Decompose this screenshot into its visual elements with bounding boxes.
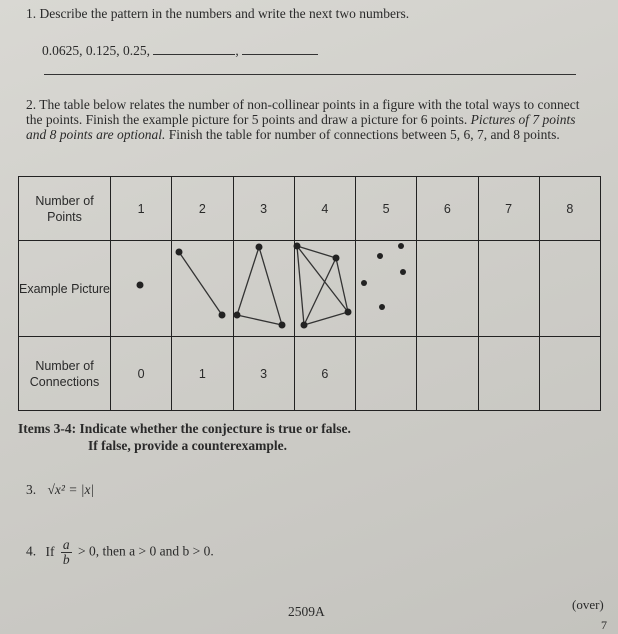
picture-cell-7[interactable] <box>478 241 539 337</box>
question-4-fraction <box>61 538 72 567</box>
fraction-numerator: a <box>62 537 70 552</box>
comma-separator: , <box>235 43 239 58</box>
picture-cell-8[interactable] <box>539 241 600 337</box>
cell-points-4: 4 <box>294 177 355 241</box>
row-header-picture: Example Picture <box>19 241 111 337</box>
page-number: 7 <box>601 618 607 632</box>
points-connections-table <box>18 176 601 411</box>
cell-connections-4: 6 <box>294 337 355 411</box>
row-header-points: Number of Points <box>19 177 111 241</box>
question-1-text: Describe the pattern in the numbers and write the next two numbers. <box>39 6 410 21</box>
question-4-prefix: If <box>45 543 55 559</box>
answer-blank-1[interactable] <box>153 42 235 55</box>
question-1-number: 1. <box>26 6 37 21</box>
row-header-connections: Number of Connections <box>19 337 111 411</box>
table-row-points <box>19 177 601 241</box>
items-3-4-instructions <box>18 420 351 454</box>
sequence-row <box>42 42 318 59</box>
question-1 <box>26 6 409 22</box>
picture-cell-5[interactable] <box>356 241 417 337</box>
picture-cell-4 <box>294 241 355 337</box>
answer-blank-2[interactable] <box>242 42 318 55</box>
question-2 <box>26 97 586 142</box>
fraction-denominator: b <box>62 552 70 567</box>
question-2-optional-note: Pictures of 7 points and 8 points are optional. <box>26 112 576 142</box>
question-3 <box>26 482 94 498</box>
items-instruction-line-2: If false, provide a counterexample. <box>88 438 287 453</box>
cell-connections-1: 0 <box>111 337 172 411</box>
picture-cell-1 <box>111 241 172 337</box>
form-code: 2509A <box>288 604 325 619</box>
cell-points-5: 5 <box>356 177 417 241</box>
pattern-answer-line[interactable] <box>44 74 576 75</box>
cell-connections-2: 1 <box>172 337 233 411</box>
picture-cell-2 <box>172 241 233 337</box>
question-4-number: 4. <box>26 543 37 559</box>
items-instruction-line-1: Items 3-4: Indicate whether the conjecture is true or false. <box>18 421 351 436</box>
cell-connections-6[interactable] <box>417 337 478 411</box>
cell-points-2: 2 <box>172 177 233 241</box>
table-row-connections <box>19 337 601 411</box>
question-4-suffix: > 0, then a > 0 and b > 0. <box>78 543 214 559</box>
cell-points-8: 8 <box>539 177 600 241</box>
cell-connections-7[interactable] <box>478 337 539 411</box>
cell-points-1: 1 <box>111 177 172 241</box>
picture-cell-3 <box>233 241 294 337</box>
question-3-number: 3. <box>26 482 37 497</box>
cell-points-7: 7 <box>478 177 539 241</box>
picture-cell-6[interactable] <box>417 241 478 337</box>
cell-points-6: 6 <box>417 177 478 241</box>
cell-connections-8[interactable] <box>539 337 600 411</box>
table-row-pictures <box>19 241 601 337</box>
cell-connections-3: 3 <box>233 337 294 411</box>
question-3-equation: √x² = |x| <box>47 482 95 497</box>
over-label: (over) <box>572 597 604 612</box>
cell-points-3: 3 <box>233 177 294 241</box>
sequence-text: 0.0625, 0.125, 0.25, <box>42 43 150 58</box>
question-2-text-part1: The table below relates the number of non-collinear points in a figure with the total ways to connect the points. Finish the example picture for 5 points and draw a picture for 6 points. <box>26 97 580 127</box>
cell-connections-5[interactable] <box>356 337 417 411</box>
question-4 <box>26 538 214 567</box>
question-2-number: 2. <box>26 97 37 112</box>
question-2-text-part2: Finish the table for number of connections between 5, 6, 7, and 8 points. <box>168 127 560 142</box>
